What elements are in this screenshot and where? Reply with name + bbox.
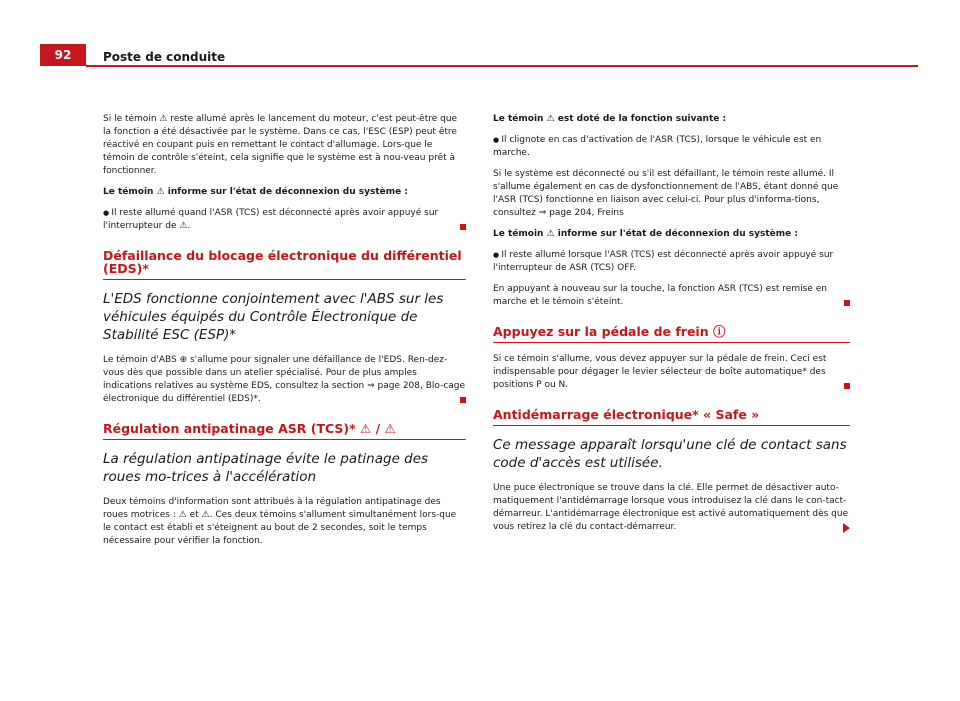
asr-reactivate-text: En appuyant à nouveau sur la touche, la fonction ASR (TCS) est remise en marche et le témoin s'éteint. (493, 284, 827, 307)
page-header-title: Poste de conduite (103, 50, 226, 64)
page-number: 92 (40, 44, 86, 66)
asr-disconnect-item: ● Il reste allumé lorsque l'ASR (TCS) est déconnecté après avoir appuyé sur l'interrupteur de ASR (TCS) OFF. (493, 249, 850, 275)
asr-function-item: ● Il clignote en cas d'activation de l'ASR (TCS), lorsque le véhicule est en marche. (493, 134, 850, 160)
section-title-asr: Régulation antipatinage ASR (TCS)* ⚠ / ⚠ (103, 422, 466, 440)
asr-failure-paragraph: Si le système est déconnecté ou s'il est défaillant, le témoin reste allumé. Il s'allume également en cas de dysfonctionnement de l'ABS, étant donné que l'ASR (TCS) fonctionne en liaison avec celui-ci. Pour plus d'informa-tions, consultez ⇒ page 204, Freins (493, 169, 839, 218)
section-end-marker (460, 397, 466, 403)
section-subtitle-asr: La régulation antipatinage évite le patinage des roues mo-trices à l'accélération (103, 451, 429, 485)
asr-status-heading: Le témoin ⚠ informe sur l'état de déconnexion du système : (103, 187, 408, 197)
brake-body (493, 353, 850, 392)
section-end-marker (460, 224, 466, 230)
header-rule (86, 65, 918, 67)
eds-body (103, 354, 466, 406)
section-title-eds: Défaillance du blocage électronique du différentiel (EDS)* (103, 249, 466, 280)
asr-disconnect-heading: Le témoin ⚠ informe sur l'état de déconnexion du système : (493, 229, 798, 239)
esc-paragraph: Si le témoin ⚠ reste allumé après le lancement du moteur, c'est peut-être que la fonction a été désactivée par le système. Dans ce cas, l'ESC (ESP) peut être réactivé en coupant puis en remettant le contact d'allumage. Lors-que le témoin de contrôle s'éteint, cela signifie que le système est à nou-veau prêt à fonctionner. (103, 114, 458, 176)
section-title-safe: Antidémarrage électronique* « Safe » (493, 408, 850, 426)
safe-body (493, 482, 850, 534)
asr-function-heading: Le témoin ⚠ est doté de la fonction suivante : (493, 114, 727, 124)
brake-body-text: Si ce témoin s'allume, vous devez appuyer sur la pédale de frein. Ceci est indispensable pour dégager le levier sélecteur de boîte automatique* des positions P ou N. (493, 354, 827, 390)
eds-body-text: Le témoin d'ABS ⊕ s'allume pour signaler une défaillance de l'EDS. Ren-dez-vous dès que possible dans un atelier spécialisé. Pour de plus amples indications relatives au système EDS, consultez la section ⇒ page 208, Blo-cage électronique du différentiel (EDS)*. (103, 355, 466, 404)
section-end-marker (844, 300, 850, 306)
section-subtitle-safe: Ce message apparaît lorsqu'une clé de contact sans code d'accès est utilisée. (493, 437, 847, 471)
section-subtitle-eds: L'EDS fonctionne conjointement avec l'ABS sur les véhicules équipés du Contrôle Électronique de Stabilité ESC (ESP)* (103, 291, 444, 343)
section-end-marker (844, 383, 850, 389)
right-column (493, 113, 850, 542)
asr-status-item (103, 207, 466, 233)
left-column (103, 113, 466, 556)
bullet-text: ● Il reste allumé quand l'ASR (TCS) est déconnecté après avoir appuyé sur l'interrupteur de ⚠. (103, 208, 438, 231)
asr-reactivate (493, 283, 850, 309)
section-title-brake: Appuyez sur la pédale de frein ⓘ (493, 325, 850, 343)
safe-body-text: Une puce électronique se trouve dans la clé. Elle permet de désactiver auto-matiquement l'antidémarrage lorsque vous introduisez la clé dans le con-tact-démarreur. L'antidémarrage électronique est activé automatiquement dès que vous retirez la clé du contact-démarreur. (493, 483, 849, 532)
continue-arrow-icon (843, 523, 850, 533)
asr-body: Deux témoins d'information sont attribués à la régulation antipatinage des roues motrices : ⚠ et ⚠. Ces deux témoins s'allument simultanément lors-que le contact est établi et s'éteignent au bout de 2 secondes, soit le temps nécessaire pour vérifier la fonction. (103, 497, 457, 546)
